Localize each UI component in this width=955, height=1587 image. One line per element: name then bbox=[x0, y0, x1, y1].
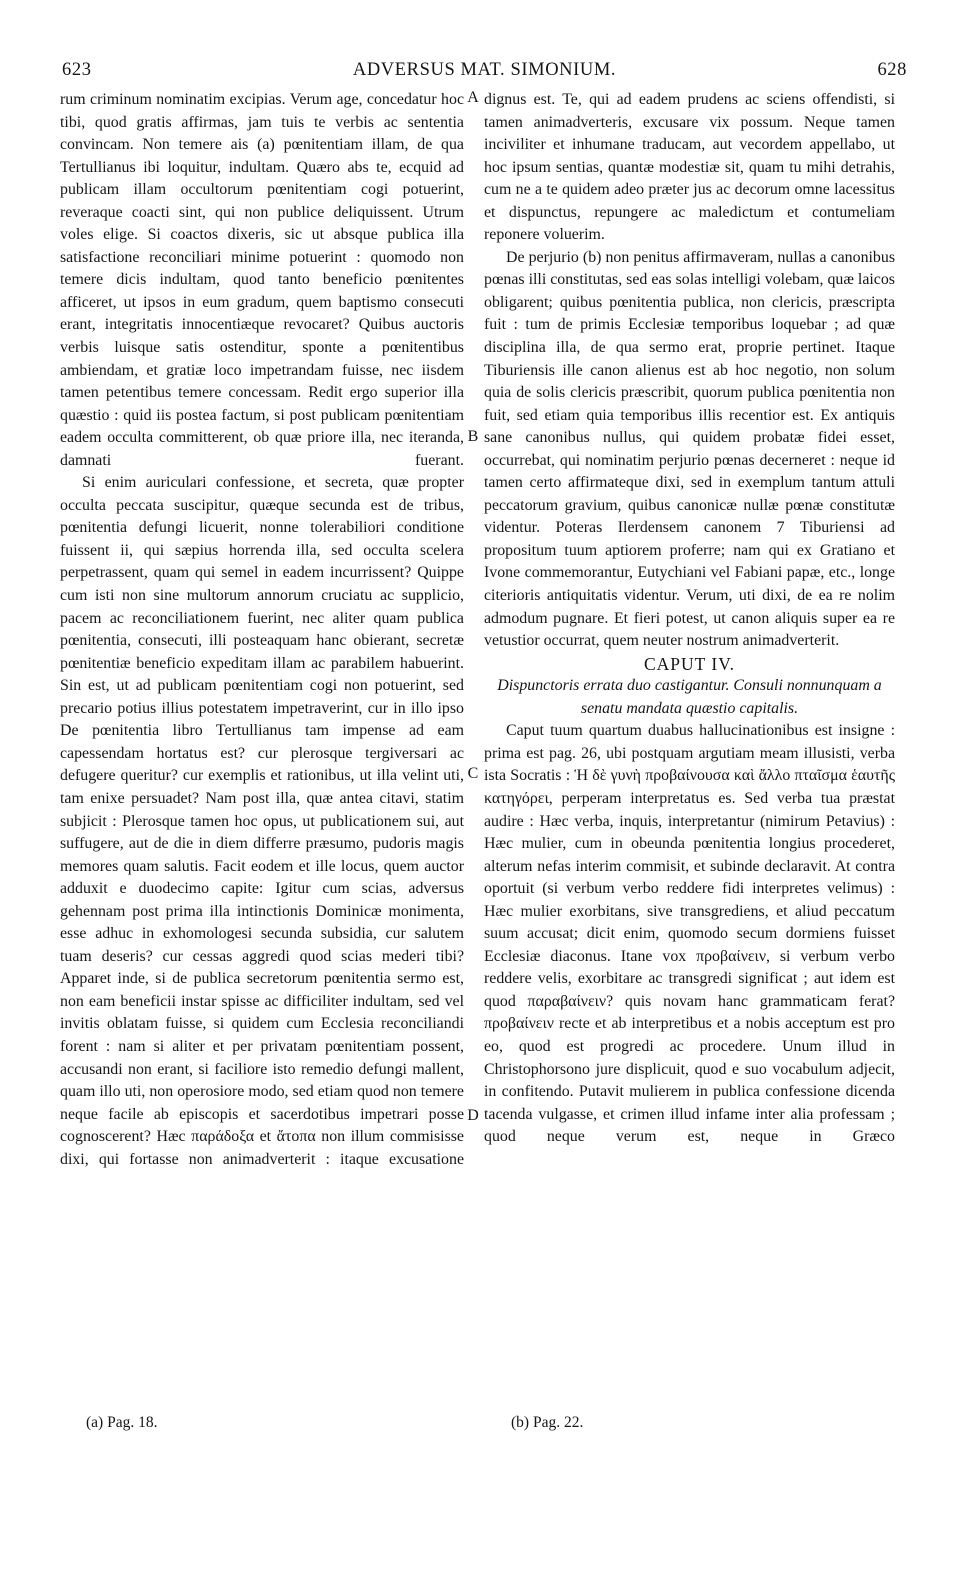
margin-marker-a: A bbox=[467, 89, 479, 106]
page-number-right: 628 bbox=[877, 60, 907, 80]
right-paragraph-3: Caput tuum quartum duabus hallucinationibus est insigne : prima est pag. 26, ubi postquam argutiam meam illusisti, verba ista Socratis : Ἡ δὲ γυνὴ προβαίνουσα καὶ ἄλλο πταῖσμα ἑαυτῆς κατηγόρει, perperam interpretatus es. Sed verba tua præstat audire : Hæc verba, inquis, interpretantur (nimirum Petavius) : Hæc mulier, cum in obeunda pœnitentia longius procederet, alterum nefas interim commisit, et subinde declaravit. At contra oportuit (si verbum verbo reddere fidi interpretes velimus) : Hæc mulier exorbitans, sive transgrediens, et aliud peccatum suum accusat; dicit enim, quomodo secum dormiens fuisset Ecclesiæ diaconus. Itane vox προβαίνειν, si verbum verbo reddere velis, exorbitare ac transgredi significat ; aut idem est quod παραβαίνειν? quis novam hanc grammaticam ferat? προβαίνειν recte et ab interpretibus et a nobis acceptum est pro eo, quod est progredi ac procedere. Unum illud in Christophorsono jure displicuit, quod e suo vocabulum adjecit, in confitendo. Putavit mulierem in publica confessione dicenda tacenda vulgasse, et crimen illud infame inter alia professam ; quod neque verum est, neque in Græco bbox=[484, 722, 895, 1146]
margin-marker-b: B bbox=[467, 428, 479, 445]
margin-marker-c: C bbox=[467, 765, 479, 782]
running-header bbox=[62, 60, 907, 88]
margin-marker-d: D bbox=[467, 1107, 479, 1124]
right-paragraph-1: dignus est. Te, qui ad eadem prudens ac sciens offendisti, si tamen animadverteris, excusare vix possum. Neque tamen inciviliter et inhumane traducam, aut vecordem appellabo, ut hoc ipsum sentias, quantæ modestiæ sit, quam tu mihi detrahis, cum ne a te quidem adeo præter jus ac decorum omne lacessitus et dispunctus, repungere ac maledictum et contumeliam reponere voluerim. bbox=[484, 91, 895, 244]
left-paragraph-1: rum criminum nominatim excipias. Verum age, concedatur hoc tibi, quod gratis affirmas, jam tuis te verbis ac sententia convincam. Non temere ais (a) pœnitentiam illam, de qua Tertullianus ibi loquitur, indultam. Quæro abs te, ecquid ad publicam illam occultorum pœnitentiam cogi potuerint, reveraque coacti sint, qui non publice deliquissent. Utrum voles elige. Si coactos dixeris, sic ut absque publica illa satisfactione reconciliari minime potuerint : quomodo non temere dicis indultam, quod tanto beneficio pœnitentes afficeret, ut ipsos in eum gradum, quem baptismo consecuti erant, integritatis innocentiæque revocaret? Quibus auctoris verbis luisque satis ostenditur, sponte a pœnitentibus ambiendam, et gratiæ loco impetrandam fuisse, nec iisdem tamen petentibus temere concessam. Redit ergo superior illa quæstio : quid iis postea factum, si post publicam pœnitentiam eadem occulta committerent, ob quæ priore illa, nec iteranda, damnati fuerant. bbox=[60, 91, 464, 469]
footnote-a: (a) Pag. 18. bbox=[86, 1414, 158, 1431]
page-number-left: 623 bbox=[62, 60, 92, 80]
right-paragraph-2: De perjurio (b) non penitus affirmaveram, nullas a canonibus pœnas illi constitutas, sed eas solas intelligi volebam, quæ laicos obligarent; quibus pœnitentia publica, non clericis, præscripta fuit : tum de primis Ecclesiæ temporibus loquebar ; ad quæ disciplina illa, de qua sermo erat, proprie pertinet. Itaque Tiburiensis ille canon alienus est ab hoc negotio, non solum quia de solis clericis præscribit, quorum publica pœnitentia non fuit, sed etiam quia temporibus illis recentior est. Ex antiquis sane canonibus nullus, qui quidem probatæ fidei esset, occurrebat, qui nominatim perjurio pœnas decerneret : neque id tamen certo affirmateque dixi, sed in exemplum tantum attuli peccatorum gravium, quibus canonicæ nullæ pœnæ constitutæ videntur. Poteras Ilerdensem canonem 7 Tiburiensi ad propositum tuum aptiorem proferre; nam qui ex Gratiano et Ivone commemorantur, Eutychiani vel Fabiani papæ, etc., longe citerioris antiquitatis videntur. Verum, uti dixi, de ea re nolim admodum pugnare. Et fieri potest, ut canon aliquis super ea re vetustior occurrat, quem neuter nostrum animadverterit. bbox=[484, 248, 895, 650]
left-paragraph-2: Si enim auriculari confessione, et secreta, quæ propter occulta peccata suscipitur, quæque secunda est de tribus, pœnitentia defungi licuerit, nonne tolerabiliori conditione fuissent ii, qui sæpius horrenda illa, sed occulta scelera perpetrassent, quam qui semel in eadem incurrissent? Quippe cum isti non sine multorum annorum cruciatu ac supplicio, pacem ac reconciliationem fuerint, nec aliter quam publica pœnitentia, consecuti, illi posteaquam hanc obierant, secretæ pœnitentiæ beneficio expeditam illam ac parabilem habuerint. Sin est, ut ad publicam pœnitentiam cogi non potuerint, sed precario potius illius potestatem impetraverint, cur in illo ipso De pœnitentia libro Tertullianus tam impense ad eam capessendam hortatus est? cur plerosque tergiversari ac defugere queritur? cur exemplis et rationibus, ut illa velint uti, tam enixe persuadet? Nam post illa, quæ antea citavi, statim subjicit : Plerosque tamen hoc opus, ut publicationem sui, aut suffugere, aut de die in diem differre præsumo, pudoris magis memores quam salutis. Facit eodem et ille locus, quem auctor adduxit e duodecimo capite: Igitur cum scias, adversus gehennam post prima illa intinctionis Dominicæ monimenta, esse adhuc in exhomologesi secunda subsidia, cur salutem tuam deseris? cur cessas aggredi quod scias mederi tibi? Apparet inde, si de publica secretorum pœnitentia sermo est, non eam beneficii instar spisse ac difficiliter indultam, sed vel invitis oblatam fuisse, si quidem cum Ecclesia reconciliandi forent : nam si aliter et per privatam pœnitentiam possent, accusandi non erant, si faciliore isto remedio defungi mallent, quam illo uti, non operosiore modo, sed etiam quod non temere neque facile ab episcopis et sacerdotibus impetrari posse cognoscerent? Hæc παράδοξα et ἄτοπα non illum commisisse dixi, qui fortasse non animadverterit : itaque excusatione bbox=[60, 474, 464, 1168]
left-column bbox=[60, 89, 464, 1171]
chapter-summary: Dispunctoris errata duo castigantur. Consuli nonnunquam a senatu mandata quæstio capitalis. bbox=[497, 677, 882, 717]
right-column bbox=[484, 89, 895, 1149]
footnote-b: (b) Pag. 22. bbox=[511, 1414, 584, 1431]
chapter-title: CAPUT IV. bbox=[643, 653, 735, 674]
running-title: ADVERSUS MAT. SIMONIUM. bbox=[352, 60, 617, 80]
